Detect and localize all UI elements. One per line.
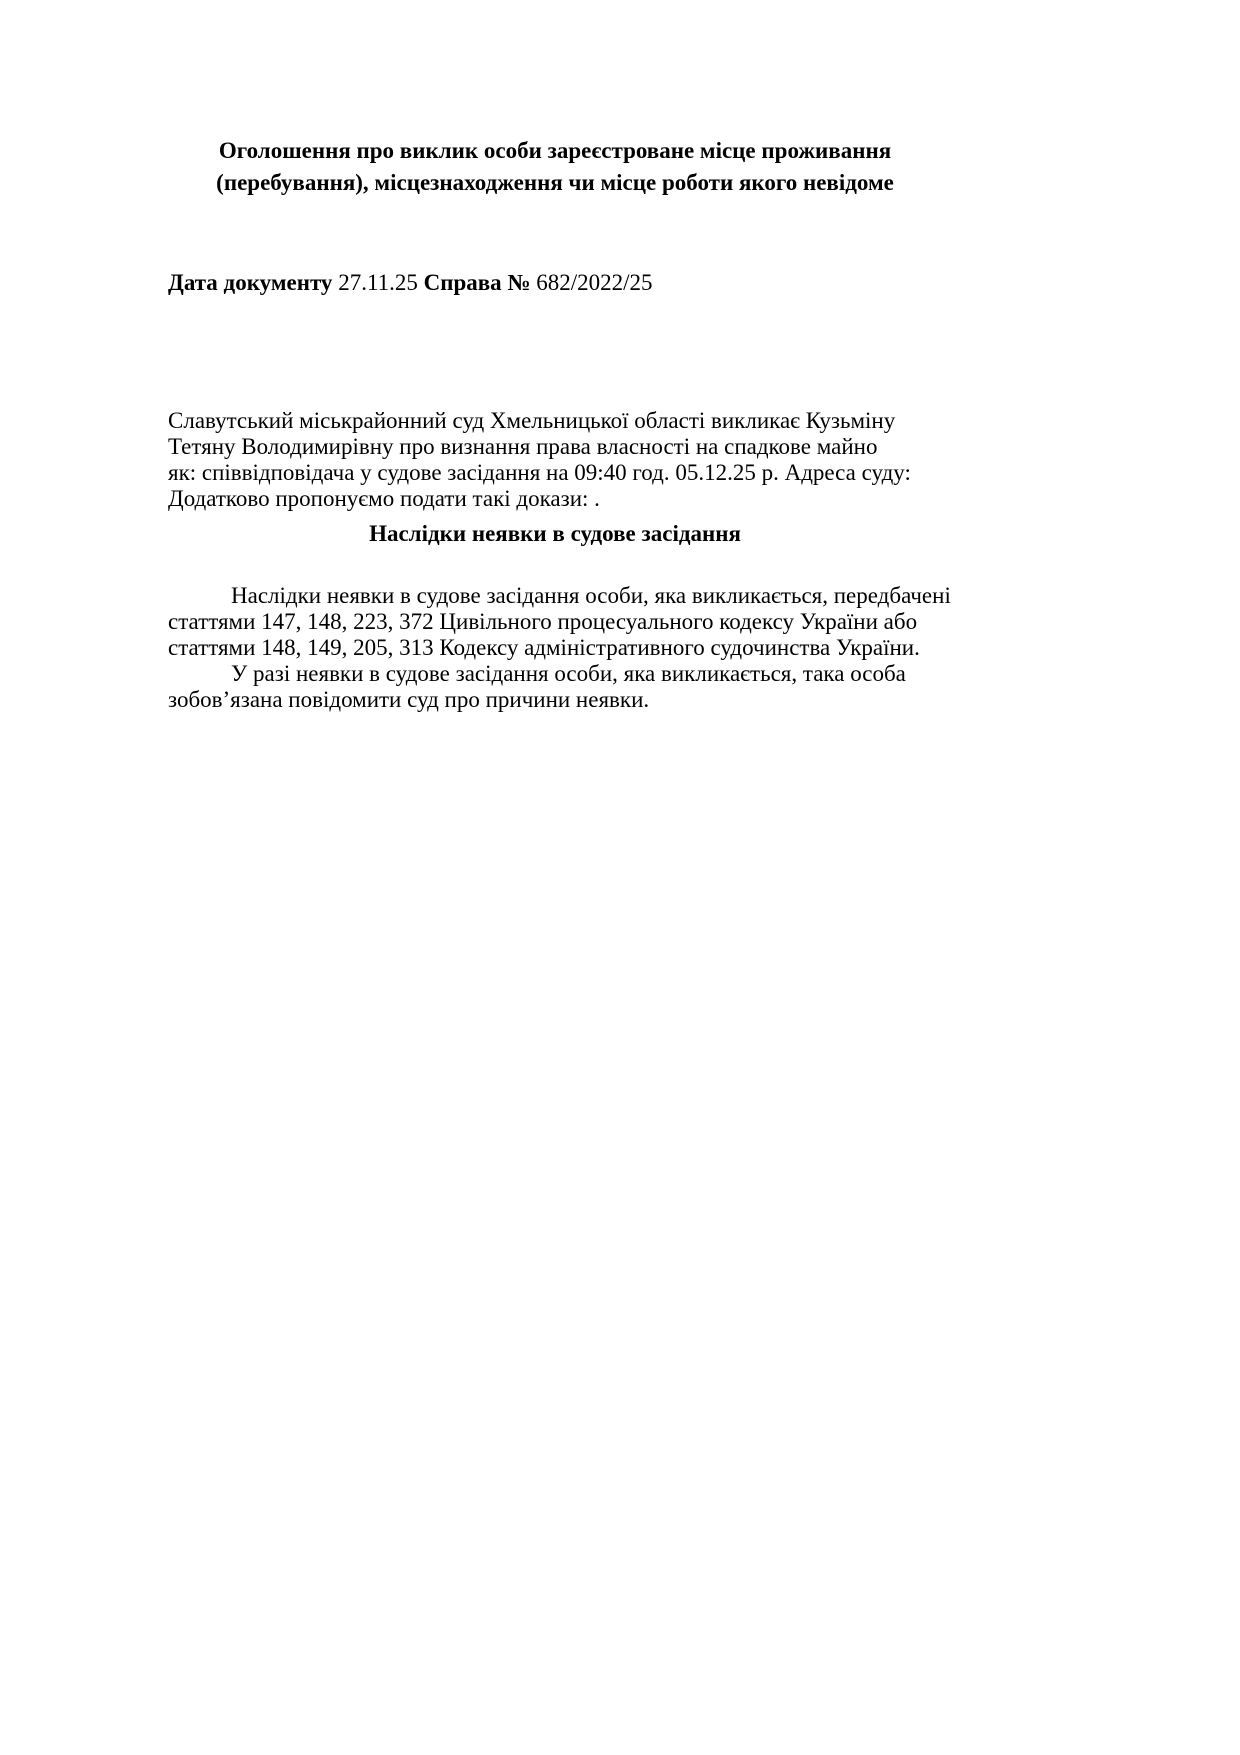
text-line: Додатково пропонуємо подати такі докази: . — [168, 486, 600, 511]
text-line: статтями 147, 148, 223, 372 Цивільного процесуального кодексу України або — [168, 609, 918, 634]
text-line: (перебування), місцезнаходження чи місце роботи якого невідоме — [216, 170, 894, 195]
text-line: як: співвідповідача у судове засідання на 09:40 год. 05.12.25 р. Адреса суду: — [168, 460, 911, 485]
paragraph-obligation — [168, 661, 990, 713]
text-line: Тетяну Володимирівну про визнання права власності на спадкове майно — [168, 434, 878, 459]
case-number-value: 682/2022/25 — [536, 270, 653, 295]
section-heading-consequences: Наслідки неявки в судове засідання — [369, 521, 741, 546]
case-number-label: Справа № — [423, 270, 537, 295]
text-line: статтями 148, 149, 205, 313 Кодексу адміністративного судочинства України. — [168, 635, 920, 660]
text-line: Оголошення про виклик особи зареєстроване місце проживання — [218, 138, 892, 163]
paragraph-consequences — [168, 583, 990, 661]
document-title — [168, 135, 942, 199]
date-label: Дата документу — [168, 270, 339, 295]
text-line: Славутський міськрайонний суд Хмельницької області викликає Кузьміну — [168, 408, 896, 433]
text-line: зобов’язана повідомити суд про причини неявки. — [168, 687, 650, 712]
document-meta-line — [168, 270, 990, 296]
date-value: 27.11.25 — [338, 270, 424, 295]
text-line: Наслідки неявки в судове засідання особи, яка викликається, передбачені — [231, 583, 951, 608]
paragraph-summons — [168, 408, 990, 512]
text-line: У разі неявки в судове засідання особи, яка викликається, така особа — [231, 661, 906, 686]
